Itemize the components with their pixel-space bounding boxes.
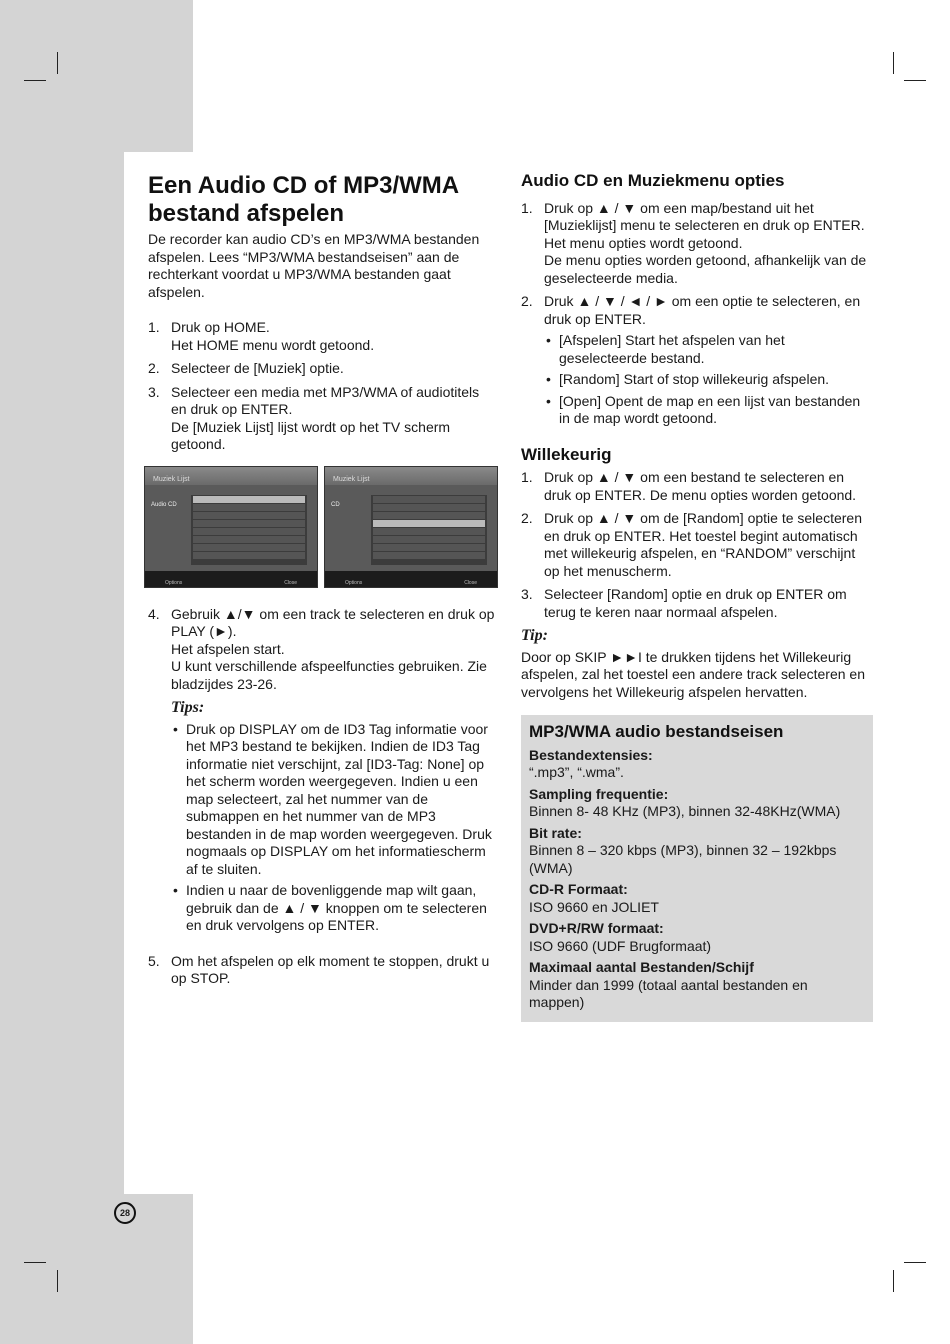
step-list <box>148 319 498 454</box>
requirement-value: ISO 9660 en JOLIET <box>529 898 659 915</box>
step-list <box>148 953 498 988</box>
requirements-box <box>521 715 873 1022</box>
step-item: 2. Selecteer de [Muziek] optie. <box>148 360 344 376</box>
requirement-label: Bit rate: <box>529 824 582 841</box>
left-column <box>148 172 498 994</box>
option-item: • [Afspelen] Start het afspelen van het geselecteerde bestand. <box>544 332 873 367</box>
step-item: 1. Druk op ▲ / ▼ om een bestand te selecteren en druk op ENTER. De menu opties worden getoond. <box>521 469 857 503</box>
requirement-label: Maximaal aantal Bestanden/Schijf <box>529 959 754 975</box>
requirement-value: Minder dan 1999 (totaal aantal bestanden en mappen) <box>529 976 808 1010</box>
step-item: 2. Druk op ▲ / ▼ om de [Random] optie te selecteren en druk op ENTER. Het toestel begint automatisch met willekeurig afspelen, en “RANDOM” verschijnt op het menuscherm. <box>521 510 862 579</box>
music-list-screenshot: Muziek Lijst Audio CD Options Close <box>144 466 318 588</box>
requirement-label: DVD+R/RW formaat: <box>529 920 664 936</box>
intro-text: De recorder kan audio CD’s en MP3/WMA bestanden afspelen. Lees “MP3/WMA bestandseisen” aan de rechterkant voordat u MP3/WMA bestanden gaat afspelen. <box>148 231 480 300</box>
option-item: • [Open] Opent de map en een lijst van bestanden in de map wordt getoond. <box>544 393 873 428</box>
crop-mark <box>24 1262 46 1263</box>
crop-mark <box>24 80 46 81</box>
crop-mark <box>904 1262 926 1263</box>
requirements-title: MP3/WMA audio bestandseisen <box>529 722 784 741</box>
crop-mark <box>57 52 58 74</box>
step-item: 3. Selecteer [Random] optie en druk op ENTER om terug te keren naar normaal afspelen. <box>521 586 847 620</box>
random-steps <box>521 469 873 621</box>
tip-heading: Tip: <box>521 627 548 644</box>
step-item: 1. Druk op ▲ / ▼ om een map/bestand uit het [Muzieklijst] menu te selecteren en druk op ENTER. Het menu opties wordt getoond. De menu opties worden getoond, afhankelijk van de geselecteerde media. <box>521 199 867 286</box>
tip-item: • Druk op DISPLAY om de ID3 Tag informatie voor het MP3 bestand te bekijken. Indien de ID3 Tag informatie niet verschijnt, zal [ID3-Tag: None] op het scherm worden weergegeven. Indien u een map selecteert, zal het nummer van de submappen en het nummer van de MP3 bestanden in de map worden weergegeven. Druk nogmaals op DISPLAY om het informatiescherm af te sluiten. <box>171 721 498 879</box>
tips-heading: Tips: <box>171 699 205 716</box>
section-title-random: Willekeurig <box>521 444 612 464</box>
page-title: Een Audio CD of MP3/WMA bestand afspelen <box>148 172 459 227</box>
step-item: 1. Druk op HOME. Het HOME menu wordt getoond. <box>148 319 375 353</box>
tip-text: Door op SKIP ►►I te drukken tijdens het Willekeurig afspelen, zal het toestel een andere track selecteren en vervolgens het Willekeurig afspelen hervatten. <box>521 648 865 700</box>
requirement-value: Binnen 8 – 320 kbps (MP3), binnen 32 – 192kbps (WMA) <box>529 842 837 876</box>
screen-track-list <box>191 495 307 565</box>
crop-mark <box>893 1270 894 1292</box>
music-list-screenshot: Muziek Lijst CD Options Close <box>324 466 498 588</box>
left-gray-strip-top <box>0 0 193 152</box>
option-item: • [Random] Start of stop willekeurig afspelen. <box>544 371 873 389</box>
screenshots <box>144 466 498 588</box>
crop-mark <box>904 80 926 81</box>
step-item: 5. Om het afspelen op elk moment te stoppen, drukt u op STOP. <box>148 952 490 986</box>
options-list <box>544 332 873 428</box>
requirement-value: ISO 9660 (UDF Brugformaat) <box>529 937 712 954</box>
tips-list <box>171 721 498 935</box>
right-column <box>521 172 873 1022</box>
page-number: 28 <box>114 1202 136 1224</box>
requirement-label: Bestandextensies: <box>529 746 653 763</box>
requirement-value: “.mp3”, “.wma”. <box>529 764 624 780</box>
screen-file-list <box>371 495 487 565</box>
left-gray-strip <box>0 152 124 1344</box>
requirement-label: CD-R Formaat: <box>529 881 628 897</box>
step-item: 4. Gebruik ▲/▼ om een track te selecteren en druk op PLAY (►). Het afspelen start. U kunt verschillende afspeelfuncties gebruiken. Zie bladzijdes 23-26. <box>148 605 495 692</box>
crop-mark <box>57 1270 58 1292</box>
step-item: 3. Selecteer een media met MP3/WMA of audiotitels en druk op ENTER. De [Muziek Lijst] lijst wordt op het TV scherm getoond. <box>148 383 480 452</box>
tip-item: • Indien u naar de bovenliggende map wilt gaan, gebruik dan de ▲ / ▼ knoppen om te selecteren en druk vervolgens op ENTER. <box>171 882 498 935</box>
step-item: 2. Druk ▲ / ▼ / ◄ / ► om een optie te selecteren, en druk op ENTER. • [Afspelen] Start het afspelen van het geselecteerde bestand. • [Random] Start of stop willekeurig afspelen. • [Open] Opent de map en een lijst van bestanden in de map wordt getoond. <box>521 293 873 428</box>
options-steps <box>521 200 873 428</box>
section-title-options: Audio CD en Muziekmenu opties <box>521 171 785 190</box>
requirement-label: Sampling frequentie: <box>529 785 669 802</box>
crop-mark <box>893 52 894 74</box>
step-list <box>148 606 498 694</box>
requirement-value: Binnen 8- 48 KHz (MP3), binnen 32-48KHz(WMA) <box>529 803 841 819</box>
